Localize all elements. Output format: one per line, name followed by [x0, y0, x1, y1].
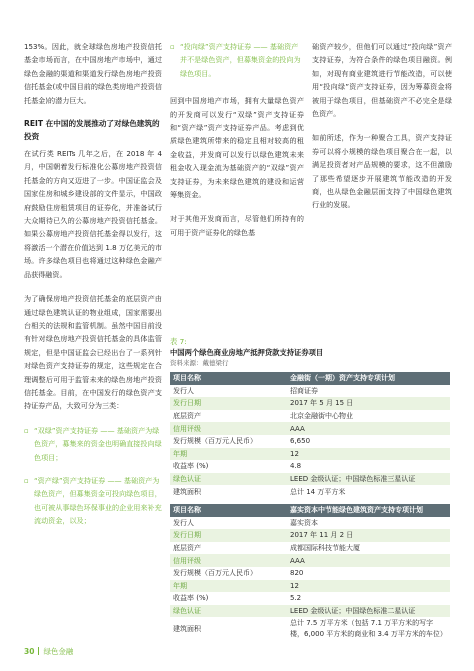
- table-row: 信用评级 AAA: [170, 554, 450, 567]
- table-row: 发行规模（百万元人民币） 6,650: [170, 435, 450, 448]
- table-section: [170, 336, 450, 641]
- footer-divider: [38, 647, 39, 655]
- bullet-icon: ▫: [24, 475, 29, 485]
- table-row: 发行规模（百万元人民币） 820: [170, 567, 450, 580]
- table-header-row: 项目名称 嘉实资本中节能绿色建筑资产支持专项计划: [170, 504, 450, 517]
- table-row: 信用评级 AAA: [170, 422, 450, 435]
- table-row: 年期 12: [170, 448, 450, 461]
- text-column-2: [170, 40, 304, 250]
- paragraph: 在试行类 REITs 几年之后，在 2018 年 4 月，中国朝着发行标准化公募房地产投资信托基金的方向又迈进了一步。中国证监会及国家住房和城乡建设部的文件显示，中国政府鼓励住房租赁项目的证券化，并准备试行大众期待已久的公募房地产投资信托基金。如果公募房地产投资信托基金得以发行，这将激活一个潜在价值达到 1.8 万亿美元的市场。许多绿色项目也将通过这种绿色金融产品获得融资。: [24, 149, 162, 279]
- page-number: 30: [24, 647, 35, 656]
- list-item: ▫ “投向绿”资产支持证券 —— 基础资产并不是绿色资产，但募集资金的投向为绿色项目。: [170, 42, 301, 78]
- paragraph: 为了确保房地产投资信托基金的底层资产由通过绿色建筑认证的物业组成，国家需要出台相关的法规和监管机制。虽然中国目前没有针对绿色房地产投资信托基金的具体监管规定，但是中国证监会已经出台了一系列针对绿色资产支持证券的规定，这些规定在合理调整后可用于监管未来的绿色房地产投资信托基金。目前，在中国发行的绿色资产支持证券产品，大致可分为三类：: [24, 294, 162, 411]
- list-item: ▫ “资产绿”资产支持证券 —— 基础资产为绿色资产，但募集资金可投向绿色项目，也可被从事绿色环保事业的企业用来补充流动资金，以及；: [24, 475, 162, 526]
- text-column-3: [312, 40, 452, 223]
- table-row: 建筑面积 总计 14 万平方米: [170, 485, 450, 498]
- table-row: 绿色认证 LEED 金级认证；中国绿色标准三星认证: [170, 473, 450, 486]
- paragraph: 如前所述，作为一种聚合工具，资产支持证券可以将小规模的绿色项目聚合在一起，以满足投资者对产品规模的要求，这不但激励了那些希望逐步开展建筑节能改造的开发商，也从绿色金融层面支持了中国绿色建筑行业的发展。: [312, 133, 452, 210]
- table-row: 发行人 嘉实资本: [170, 517, 450, 530]
- table-row: 发行人 招商证券: [170, 385, 450, 398]
- table-source: 资料来源：戴德梁行: [170, 359, 229, 367]
- table-title: 中国两个绿色商业房地产抵押贷款支持证券项目: [170, 348, 324, 357]
- table-row: 发行日期 2017 年 11 月 2 日: [170, 529, 450, 542]
- table-row: 年期 12: [170, 580, 450, 593]
- table-row: 绿色认证 LEED 金级认证；中国绿色标准二星认证: [170, 605, 450, 618]
- table-row: 建筑面积 总计 7.5 万平方米（包括 7.1 万平方米的写字楼，6,000 平方米的商业和 3.4 万平方米的车位）: [170, 617, 450, 641]
- table-row: 收益率 (%) 5.2: [170, 592, 450, 605]
- paragraph: 础资产较少，但他们可以通过“投向绿”资产支持证券，为符合条件的绿色项目融资。例如，对现有商业建筑进行节能改造，可以使用“投向绿”资产支持证券，因为筹募资金将被用于绿色项目，但基础资产不必完全是绿色资产。: [312, 42, 452, 119]
- bullet-list: [170, 40, 304, 80]
- paragraph: 对于其他开发商而言，尽管他们所持有的可用于资产证券化的绿色基: [170, 214, 304, 237]
- bullet-icon: ▫: [170, 42, 175, 51]
- bullet-list: [24, 424, 162, 528]
- table-label: 表 7:: [170, 337, 187, 346]
- table-header-row: 项目名称 金融街（一期）资产支持专项计划: [170, 372, 450, 385]
- table-row: 底层资产 成都国际科技节能大厦: [170, 542, 450, 555]
- section-heading: REIT 在中国的发展推动了对绿色建筑的投资: [24, 119, 160, 141]
- paragraph: 153%。因此，就全球绿色房地产投资信托基金市场而言，在中国房地产市场中，通过绿色金融的渠道和渠道发行绿色房地产投资信托基金(或中国目前的绿色类房地产投资信托基金)的潜力巨大。: [24, 42, 162, 105]
- paragraph: 回到中国房地产市场，拥有大量绿色资产的开发商可以发行“双绿”资产支持证券和“资产绿”资产支持证券产品。考虑到优质绿色建筑所带来的稳定且相对较高的租金收益，并发商可以发行以绿色建筑未来租金收入现金流为基础资产的“双绿”资产支持证券，为未来绿色建筑的建设和运营筹集资金。: [170, 96, 304, 200]
- text-column-1: [24, 40, 162, 538]
- bullet-icon: ▫: [24, 425, 29, 435]
- table-row: 发行日期 2017 年 5 月 15 日: [170, 397, 450, 410]
- data-table: [170, 372, 450, 641]
- footer-title: 绿色金融: [43, 647, 74, 656]
- page-footer: [24, 646, 73, 657]
- list-item: ▫ “双绿”资产支持证券 —— 基础资产为绿色资产，募集来的资金也明确直接投向绿色项目；: [24, 425, 162, 462]
- table-row: 收益率 (%) 4.8: [170, 460, 450, 473]
- table-row: 底层资产 北京金融街中心物业: [170, 410, 450, 423]
